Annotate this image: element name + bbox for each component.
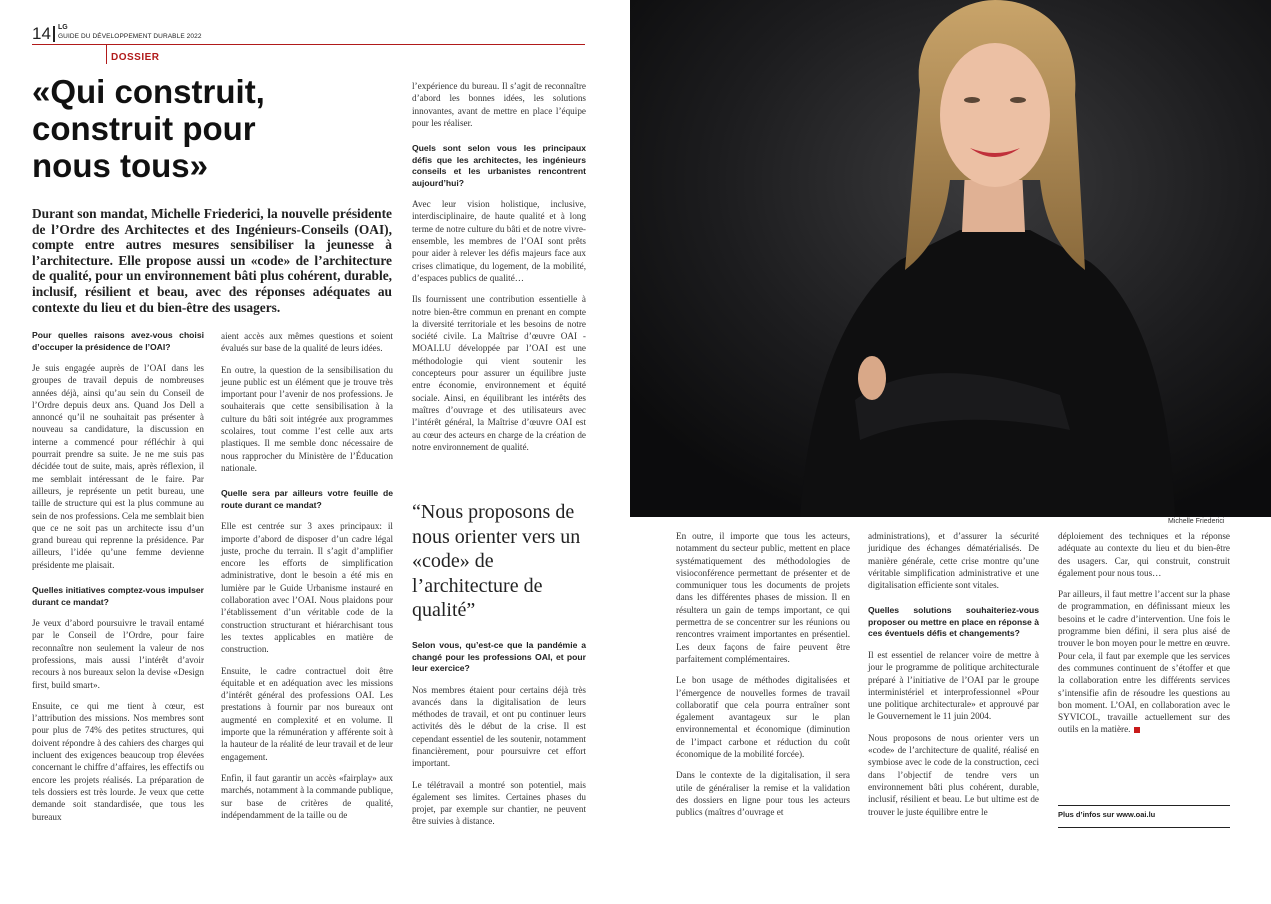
paragraph: Il est essentiel de relancer voire de mettre à jour le programme de politique architecturale préparé à l’initiative de l’OAI par le groupe interministériel et interprofessionnel «Pour une politique architecturale» et approuvé par le Gouvernement le 11 juin 2004. xyxy=(868,649,1039,722)
paragraph: Elle est centrée sur 3 axes principaux: il importe d’abord de disposer d’un cadre légal juste, proche du terrain. Il s’agit d’amplifier encore les efforts de simplification administrative, dont le besoin a été mis en lumière par le Guide Urbanisme instauré en collaboration avec l’OAI. Nous plaidons pour l’établissement d’un véritable code de la construction structurant et hiérarchisant tous les textes applicables en matière de construction. xyxy=(221,521,393,655)
section-tick xyxy=(106,44,107,64)
paragraph: Avec leur vision holistique, inclusive, interdisciplinaire, de haute qualité et à long terme de notre culture du bâti et de notre vivre-ensemble, les membres de l’OAI sont prêts pour aider à relever les défis majeurs face aux crises climatique, du logement, de la mobilité, d’espaces publics de qualité… xyxy=(412,199,586,283)
magazine-logo: LG xyxy=(58,24,68,31)
paragraph: déploiement des techniques et la réponse adéquate au contexte du lieu et du bien-être des usagers. Car, qui construit, construit également pour nous tous… xyxy=(1058,531,1230,578)
column-3-bottom xyxy=(412,640,586,837)
paragraph: Nos membres étaient pour certains déjà très avancés dans la digitalisation de leurs méthodes de travail, et ont pu continuer leurs activités dès le début de la crise. Il est cependant essentiel de les soutenir, notamment financièrement, pour poursuivre cet effort important. xyxy=(412,684,586,769)
paragraph: administrations), et d’assurer la sécurité juridique des échanges dématérialisés. De manière générale, cette crise montre qu’une véritable simplification administrative et une digitalisation efficiente sont vitales. xyxy=(868,531,1039,591)
paragraph: En outre, il importe que tous les acteurs, notamment du secteur public, mettent en place systématiquement des méthodologies de visioconférence permettant de présenter et de communiquer tous les documents de projets dans les différentes phases de mission. Il en résultera un gain de temps important, ce qui permettra de se concentrer sur les réunions ou rencontres vraiment importantes en présentiel. Les deux façons de faire peuvent être parfaitement complémentaires. xyxy=(676,531,850,664)
paragraph: Ils fournissent une contribution essentielle à notre bien-être commun en prenant en compte la diversité territoriale et les besoins de notre société civile. La Maîtrise d’œuvre OAI - MOAI.LU développée par l’OAI est une méthodologie qui vient soutenir les concepteurs pour assurer un équilibre juste entre économie, environnement et équité sociale. Ainsi, en équilibrant les intérêts des maîtres d’ouvrage et des utilisateurs avec l’intérêt général, la Maîtrise d’œuvre OAI est au cœur des acteurs en charge de la création de notre environnement de qualité. xyxy=(412,294,586,452)
question: Pour quelles raisons avez-vous choisi d’occuper la présidence de l’OAI? xyxy=(32,330,204,352)
paragraph: aient accès aux mêmes questions et soient évalués sur base de la qualité de leurs idées. xyxy=(221,331,393,354)
question: Quelle sera par ailleurs votre feuille de route durant ce mandat? xyxy=(221,488,393,510)
column-4 xyxy=(676,530,850,828)
paragraph: Dans le contexte de la digitalisation, il sera utile de généraliser la remise et la validation des dossiers en ligne pour tous les acteurs publics (maîtres d’ouvrage et xyxy=(676,770,850,818)
column-6 xyxy=(1058,530,1230,745)
title-line: nous tous» xyxy=(32,147,209,184)
paragraph: Ensuite, le cadre contractuel doit être équitable et en adéquation avec les missions d’intérêt général des professions OAI. Les prestations à fournir par nos bureaux ont augmenté en complexité et en volume. Il importe que la rémunération y afférente soit à la hauteur de la réalité de leur travail et de leur engagement. xyxy=(221,665,393,762)
portrait-illustration xyxy=(630,0,1271,517)
question: Quelles initiatives comptez-vous impulser durant ce mandat? xyxy=(32,585,204,607)
column-1 xyxy=(32,330,204,832)
info-rule-top xyxy=(1058,805,1230,806)
section-label: DOSSIER xyxy=(111,52,160,63)
end-mark-icon xyxy=(1134,727,1140,733)
header-divider xyxy=(53,26,55,42)
portrait-photo xyxy=(630,0,1271,517)
title-line: construit pour xyxy=(32,110,256,147)
paragraph: Ensuite, ce qui me tient à cœur, est l’attribution des missions. Nos membres sont pour plus de 74% des petites structures, qui doivent répondre à des cahiers des charges qui incluent des exigences beaucoup trop élevées concernant le chiffre d’affaires, les effectifs ou encore les projets réalisés. La préparation de tels dossiers est très lourde. Je veux que cette demande soit standardisée, que tous les bureaux xyxy=(32,700,204,822)
paragraph: Nous proposons de nous orienter vers un «code» de l’architecture de qualité, réalisé en symbiose avec le code de la construction, ceci dans l’objectif de tendre vers un environnement bâti plus cohérent, durable, inclusif, résilient et beau. Le but ultime est de trouver le juste équilibre entre le xyxy=(868,732,1039,817)
paragraph: Enfin, il faut garantir un accès «fairplay» aux marchés, notamment à la commande publique, sur base de critères de qualité, indépendamment de la taille ou de xyxy=(221,772,393,820)
paragraph: Je veux d’abord poursuivre le travail entamé par le Conseil de l’Ordre, pour faire reconnaître non seulement la valeur de nos professions, mais aussi l’intérêt d’avoir recours à nos bureaux selon la devise «Design first, build smart». xyxy=(32,618,204,690)
question: Selon vous, qu’est-ce que la pandémie a changé pour les professions OAI, et pour leur exercice? xyxy=(412,640,586,673)
paragraph: Le bon usage de méthodes digitalisées et l’émergence de nouvelles formes de travail collaboratif que cela pourra entraîner sont également avantageux sur le plan environnemental et économique (diminution de l’impact carbone et réduction du coût économique de la mobilité forcée). xyxy=(676,675,850,760)
paragraph: Le télétravail a montré son potentiel, mais également ses limites. Certaines phases du projet, par exemple sur chantier, ne peuvent être suivies à distance. xyxy=(412,779,586,827)
pull-quote: “Nous proposons de nous orienter vers un «code» de l’architecture de qualité” xyxy=(412,501,581,621)
photo-caption: Michelle Friederici xyxy=(1168,518,1225,525)
question: Quelles solutions souhaiteriez-vous proposer ou mettre en place en réponse à ces éventuels défis et changements? xyxy=(868,605,1039,639)
more-info-link[interactable]: Plus d’infos sur www.oai.lu xyxy=(1058,810,1156,819)
column-2 xyxy=(221,330,393,830)
page-number: 14 xyxy=(32,24,51,43)
paragraph-text: Par ailleurs, il faut mettre l’accent sur la phase de programmation, en définissant mieux les besoins et le cadre d’intervention. Une fois le programme bien défini, il sera plus aisé de trouver le bon moyen pour le mettre en œuvre. Pour cela, il faut par exemple que les services des communes continuent de s’étoffer et que la collaboration entre les différents services s’intensifie afin de résoudre les questions au bon moment. L’OAI, en collaboration avec le SYVICOL, travaille actuellement sur des outils en la matière. xyxy=(1058,589,1230,735)
title-line: «Qui construit, xyxy=(32,73,265,110)
paragraph: Je suis engagée auprès de l’OAI dans les groupes de travail depuis de nombreuses années déjà, ainsi qu’au sein du Conseil de l’Ordre depuis deux ans. Quand Jos Dell a annoncé qu’il ne souhaitait pas présenter à nouveau sa candidature, la discussion en interne a commencé pour réfléchir à qui pourrait prendre sa suite. Je ne me suis pas décidée tout de suite, mais, après réflexion, il me semblait intéressant de le faire. Par ailleurs, je représente un petit bureau, une taille de structure qui est la plus commune au sein de nos professions. Cela me semblait bien que ce ne soit pas un architecte issu d’un grand bureau qui reprenne la présidence. Par ailleurs, l’idée qu’une femme devienne présidente me plaisait. xyxy=(32,363,204,570)
guide-title: GUIDE DU DÉVELOPPEMENT DURABLE 2022 xyxy=(58,33,202,40)
article-intro: Durant son mandat, Michelle Friederici, la nouvelle présidente de l’Ordre des Architectes et des Ingénieurs-Conseils (OAI), compte entre autres mesures sensibiliser la jeunesse à l’architecture. Elle propose aussi un «code» de l’architecture de qualité, pour un environnement bâti plus cohérent, durable, inclusif, résilient et beau, avec des réponses adéquates au contexte du lieu et du bien-être des usagers. xyxy=(32,206,392,315)
paragraph: En outre, la question de la sensibilisation du jeune public est un élément que je trouve très important pour l’avenir de nos professions. Je souhaiterais que cette sensibilisation à la culture du bâti soit intégrée aux programmes scolaires, tout comme l’est celle aux arts plastiques. Il me semble donc nécessaire de nous rapprocher du Ministère de l’Éducation nationale. xyxy=(221,364,393,473)
header-rule xyxy=(32,44,585,45)
question: Quels sont selon vous les principaux défis que les architectes, les ingénieurs conseils et les urbanistes rencontrent aujourd’hui? xyxy=(412,143,586,188)
column-5 xyxy=(868,530,1039,827)
column-3 xyxy=(412,80,586,462)
info-rule-bottom xyxy=(1058,827,1230,828)
paragraph: l’expérience du bureau. Il s’agit de reconnaître d’abord les bonnes idées, les solutions innovantes, avant de mettre en place l’équipe pour les réaliser. xyxy=(412,81,586,128)
article-title xyxy=(32,73,402,184)
paragraph xyxy=(1058,588,1230,736)
